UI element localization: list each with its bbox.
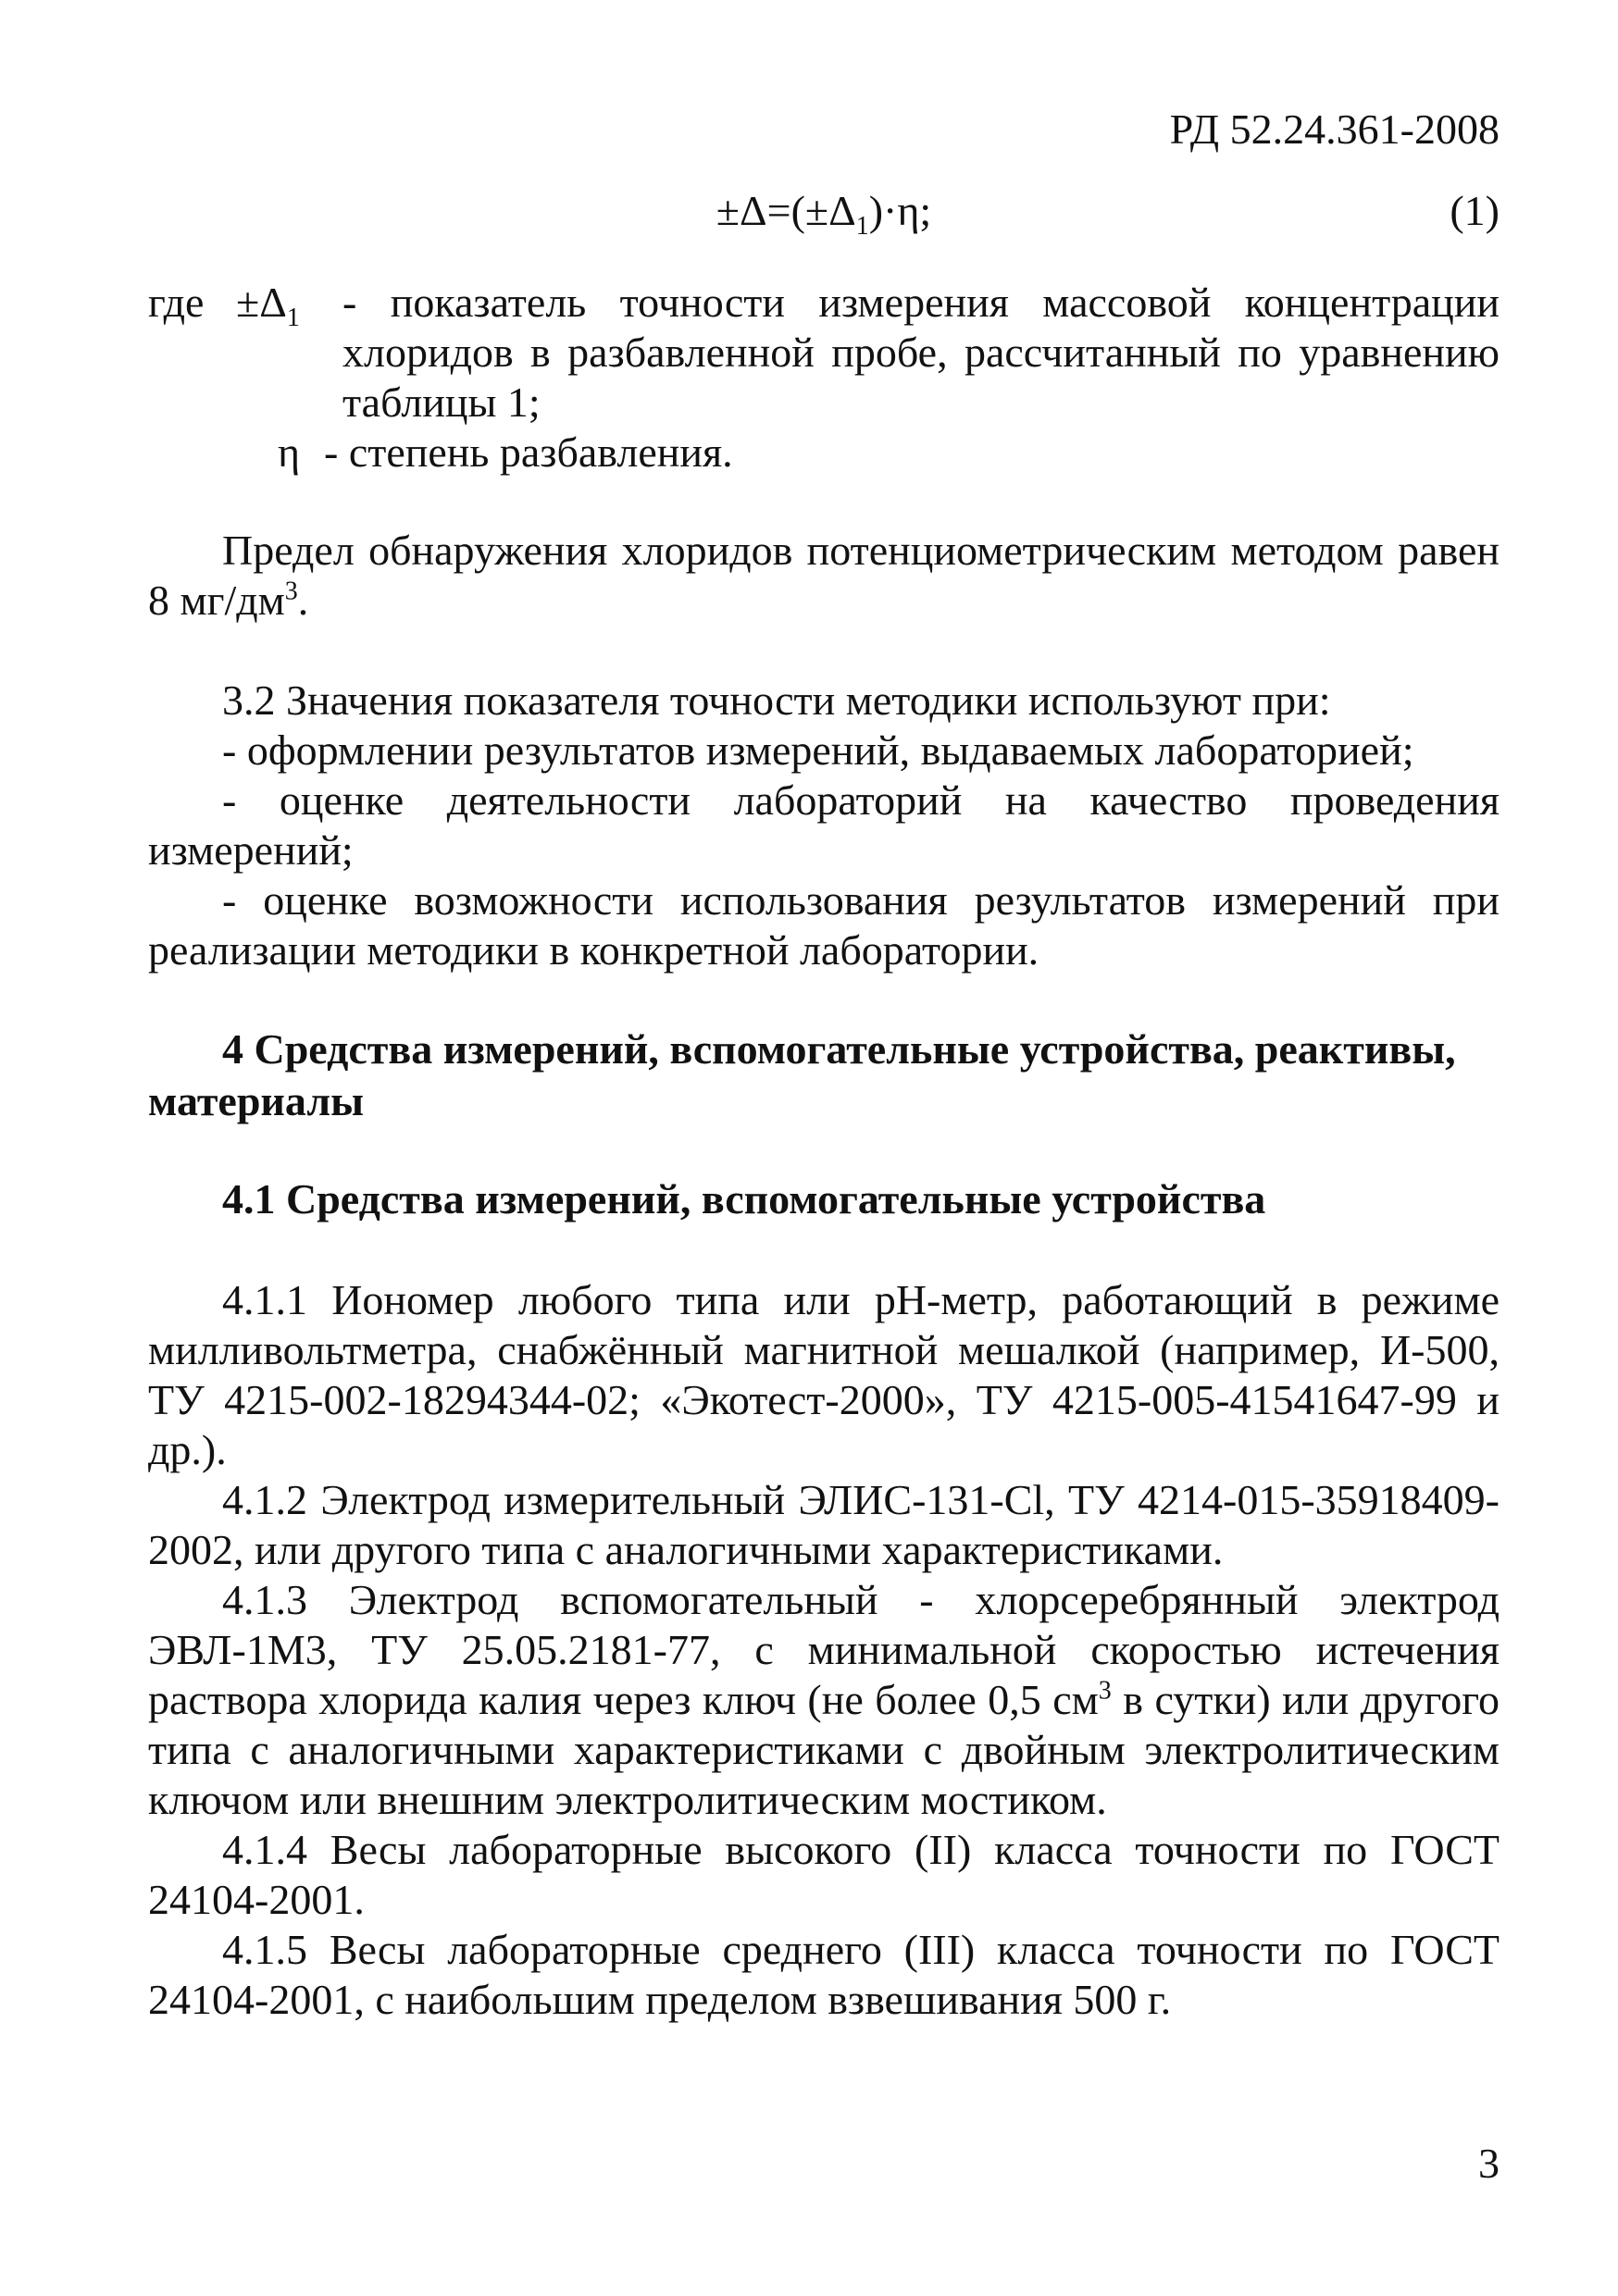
- legend-item-delta: [148, 278, 1500, 428]
- legend-text-delta: - показатель точности измерения массовой концентрации хлоридов в разбавленной пробе, рассчитанный по уравнению таблицы 1;: [342, 279, 1500, 426]
- formula-legend: [148, 278, 1500, 478]
- legend-text-eta: - степень разбавления.: [324, 428, 733, 476]
- document-code: РД 52.24.361-2008: [1169, 105, 1500, 153]
- formula-number: (1): [1450, 187, 1500, 234]
- formula-expression: $\pm\Delta=(\pm\Delta_1)\cdot\eta$;: [716, 187, 932, 242]
- section-4-1-heading: 4.1 Средства измерений, вспомогательные устройства: [222, 1175, 1266, 1222]
- legend-item-eta: [148, 428, 1500, 478]
- section-4-heading: 4 Средства измерений, вспомогательные устройства, реактивы, материалы: [148, 1025, 1456, 1124]
- list-item: 4.1.4 Весы лабораторные высокого (II) класса точности по ГОСТ 24104-2001.: [148, 1826, 1500, 1923]
- list-item: 4.1.3 Электрод вспомогательный - хлорсеребрянный электрод ЭВЛ-1М3, ТУ 25.05.2181-77, с минимальной скоростью истечения раствора хлорида калия через ключ (не более 0,5 $см^3$ в сутки) или другого типа с аналогичными характеристиками с двойным электролитическим ключом или внешним электролитическим мостиком.: [148, 1576, 1500, 1823]
- section-3-2: [148, 676, 1500, 975]
- detection-limit-paragraph: Предел обнаружения хлоридов потенциометрическим методом равен 8 $мг/дм^3$.: [148, 527, 1500, 624]
- formula-row: [148, 185, 1500, 241]
- section-4-1-items: [148, 1275, 1500, 2025]
- list-item: 4.1.2 Электрод измерительный ЭЛИС-131-Cl, ТУ 4214-015-35918409-2002, или другого типа с аналогичными характеристиками.: [148, 1476, 1500, 1573]
- list-item: - оценке деятельности лабораторий на качество проведения измерений;: [148, 776, 1500, 874]
- list-item: - оформлении результатов измерений, выдаваемых лабораторией;: [222, 726, 1414, 774]
- legend-lead-word: где: [148, 279, 205, 326]
- list-item: 4.1.1 Иономер любого типа или pH-метр, работающий в режиме милливольтметра, снабжённый магнитной мешалкой (например, И-500, ТУ 4215-002-18294344-02; «Экотест-2000», ТУ 4215-005-41541647-99 и др.).: [148, 1276, 1500, 1473]
- page-number: 3: [1478, 2140, 1500, 2187]
- section-3-2-intro: 3.2 Значения показателя точности методики используют при:: [222, 676, 1331, 724]
- legend-symbol-eta: η: [278, 428, 301, 476]
- list-item: - оценке возможности использования результатов измерений при реализации методики в конкретной лаборатории.: [148, 876, 1500, 974]
- list-item: 4.1.5 Весы лабораторные среднего (III) класса точности по ГОСТ 24104-2001, с наибольшим пределом взвешивания 500 г.: [148, 1926, 1500, 2023]
- legend-symbol-delta: $\pm\Delta_1$: [236, 279, 300, 333]
